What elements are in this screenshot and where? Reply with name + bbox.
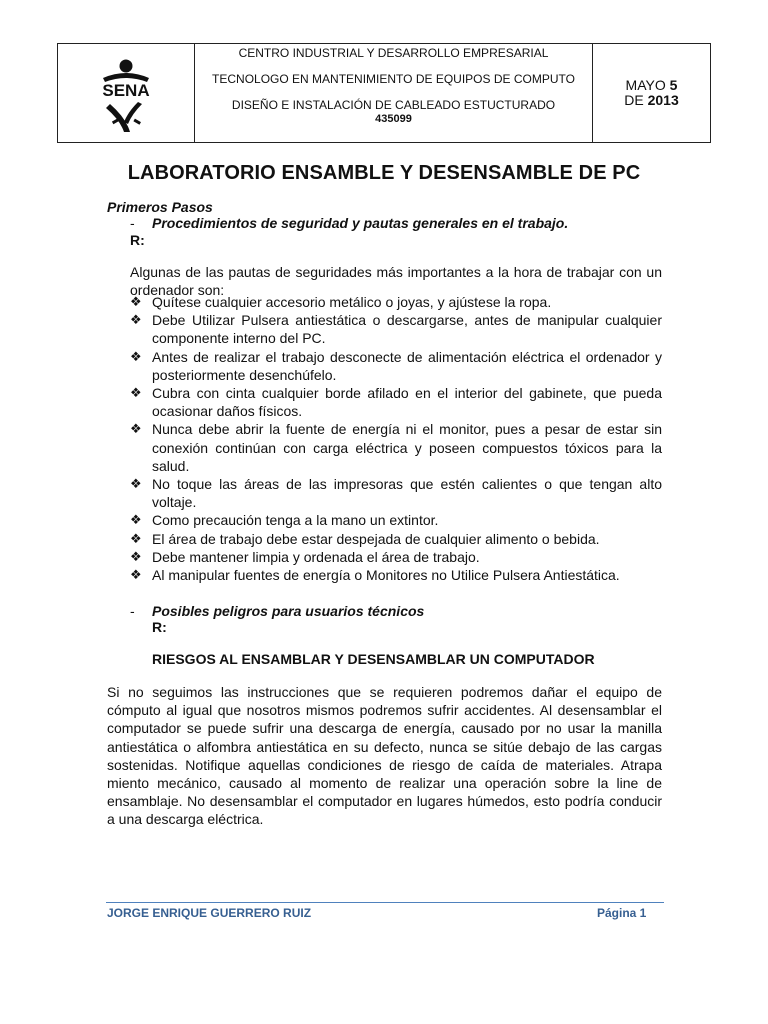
header-date [593, 44, 710, 142]
list-item [130, 420, 662, 475]
list-item-text: Cubra con cinta cualquier borde afilado en el interior del gabinete, que pueda ocasionar daños físicos. [152, 385, 662, 420]
dash-marker-2: - [130, 603, 135, 619]
list-item-text: Antes de realizar el trabajo desconecte de alimentación eléctrica el ordenador y posteriormente desenchúfelo. [152, 348, 662, 383]
date-year: 2013 [647, 92, 679, 108]
question-2: Posibles peligros para usuarios técnicos [152, 603, 425, 619]
sena-logo [58, 44, 195, 142]
footer-author: JORGE ENRIQUE GUERRERO RUIZ [107, 906, 312, 920]
header-center [195, 44, 593, 142]
list-item [130, 566, 662, 584]
list-item-text: Debe mantener limpia y ordenada el área de trabajo. [152, 548, 480, 565]
diamond-bullet-icon: ❖ [130, 548, 142, 564]
header-table [57, 43, 711, 143]
header-code: 435099 [375, 113, 412, 125]
list-item-text: Al manipular fuentes de energía o Monitores no Utilice Pulsera Antiestática. [152, 567, 620, 584]
diamond-bullet-icon: ❖ [130, 567, 142, 583]
list-item [130, 311, 662, 347]
list-item [130, 511, 662, 529]
list-item-text: El área de trabajo debe estar despejada de cualquier alimento o bebida. [152, 530, 600, 547]
diamond-bullet-icon: ❖ [130, 476, 142, 492]
date-de: DE [624, 92, 644, 108]
list-item [130, 530, 662, 548]
page-title: LABORATORIO ENSAMBLE Y DESENSAMBLE DE PC [127, 162, 641, 184]
list-item [130, 548, 662, 566]
list-item-text: Debe Utilizar Pulsera antiestática o descargarse, antes de manipular cualquier componente interno del PC. [152, 312, 662, 347]
header-course: DISEÑO E INSTALACIÓN DE CABLEADO ESTUCTURADO [231, 98, 556, 112]
list-item [130, 384, 662, 420]
footer-rule [106, 902, 664, 903]
list-item [130, 293, 662, 311]
diamond-bullet-icon: ❖ [130, 530, 142, 546]
date-month: MAYO [625, 77, 666, 93]
diamond-bullet-icon: ❖ [130, 312, 142, 328]
dash-marker: - [130, 215, 135, 231]
date-day: 5 [669, 77, 678, 93]
logo-text: SENA [102, 81, 150, 100]
diamond-bullet-icon: ❖ [130, 512, 142, 528]
diamond-bullet-icon: ❖ [130, 294, 142, 309]
risks-subheading: RIESGOS AL ENSAMBLAR Y DESENSAMBLAR UN COMPUTADOR [152, 651, 595, 667]
list-item-text: No toque las áreas de las impresoras que estén calientes o que tengan alto voltaje. [152, 476, 662, 511]
diamond-bullet-icon: ❖ [130, 421, 142, 437]
answer-label-2: R: [152, 619, 167, 635]
list-item-text: Nunca debe abrir la fuente de energía ni el monitor, pues a pesar de estar sin conexión continúan con carga eléctrica y poseen compuestos tóxicos para la salud. [152, 421, 662, 474]
sena-logo-icon [58, 44, 194, 144]
intro-paragraph: Algunas de las pautas de seguridades más importantes a la hora de trabajar con un ordenador son: [130, 264, 662, 299]
risks-paragraph: Si no seguimos las instrucciones que se requieren podremos dañar el equipo de cómputo al igual que nosotros mismos podremos sufrir accidentes. Al desensamblar el computador se puede sufrir una descarga de energía, causado por no usar la manilla antiestática o alfombra antiestática en su defecto, nunca se sitúe debajo de las cargas sostenidas. Notifique aquellas condiciones de riesgo de caída de materiales. Atrapa miento mecánico, causado al momento de realizar una operación sobre la line de ensamblaje. No desensamblar el computador en lugares húmedos, esto podría conducir a una descarga eléctrica. [107, 684, 662, 828]
header-institution: CENTRO INDUSTRIAL Y DESARROLLO EMPRESARIAL [238, 46, 549, 60]
diamond-bullet-icon: ❖ [130, 348, 142, 364]
section-heading: Primeros Pasos [107, 199, 213, 215]
header-program: TECNOLOGO EN MANTENIMIENTO DE EQUIPOS DE COMPUTO [212, 72, 575, 86]
question-1: Procedimientos de seguridad y pautas generales en el trabajo. [152, 215, 569, 231]
answer-label-1: R: [130, 232, 145, 248]
safety-list [130, 293, 662, 584]
list-item-text: Quítese cualquier accesorio metálico o joyas, y ajústese la ropa. [152, 294, 552, 310]
list-item [130, 348, 662, 384]
list-item-text: Como precaución tenga a la mano un extintor. [152, 512, 439, 529]
diamond-bullet-icon: ❖ [130, 385, 142, 401]
footer-page-number: Página 1 [597, 906, 647, 920]
list-item [130, 475, 662, 511]
